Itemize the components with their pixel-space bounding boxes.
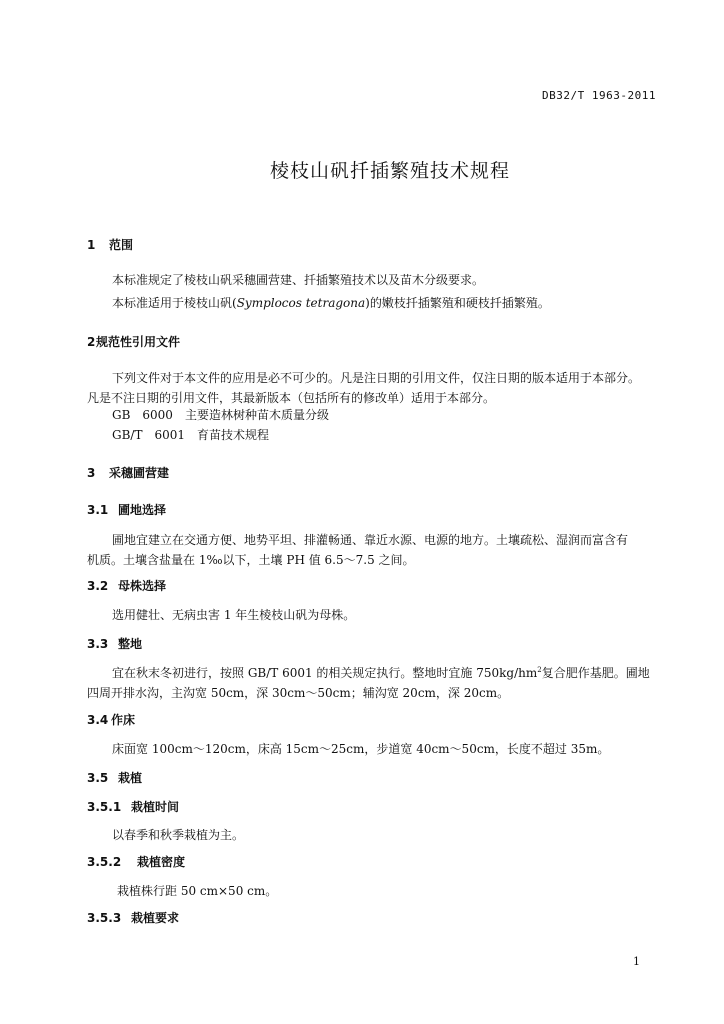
section-number: 3.5.1 [87, 800, 122, 814]
paragraph: 选用健壮、无病虫害 1 年生棱枝山矾为母株。 [112, 608, 356, 622]
paragraph-text: 复合肥作基肥。圃地 [541, 666, 650, 680]
subsection-3-5-1-heading [87, 798, 179, 815]
section-number: 3.2 [87, 579, 109, 593]
paragraph: 栽植株行距 50 cm×50 cm。 [117, 884, 278, 898]
section-title: 栽植 [118, 771, 143, 785]
paragraph: 凡是不注日期的引用文件，其最新版本（包括所有的修改单）适用于本部分。 [87, 391, 496, 405]
paragraph: 机质。土壤含盐量在 1‰以下，土壤 PH 值 6.5～7.5 之间。 [87, 553, 415, 567]
paragraph-text: 宜在秋末冬初进行，按照 GB/T 6001 的相关规定执行。整地时宜施 750kg/hm [112, 666, 538, 680]
subsection-3-5-2-heading [87, 853, 185, 870]
section-title: 整地 [118, 637, 143, 651]
latin-name: Symplocos tetragona [236, 296, 366, 310]
section-title: 圃地选择 [118, 503, 167, 517]
reference-item: GB 6000 主要造林树种苗木质量分级 [112, 408, 329, 422]
superscript: 2 [537, 666, 542, 674]
paragraph [112, 294, 550, 311]
section-number: 3.5.2 [87, 855, 122, 869]
section-title: 栽植时间 [131, 800, 180, 814]
section-number: 3.5.3 [87, 911, 122, 925]
section-title: 母株选择 [118, 579, 167, 593]
section-number: 1 [87, 238, 96, 252]
section-number: 2 [87, 335, 96, 349]
document-title: 棱枝山矾扦插繁殖技术规程 [269, 160, 510, 182]
paragraph [112, 664, 650, 681]
section-number: 3.3 [87, 637, 109, 651]
section-number: 3 [87, 466, 96, 480]
paragraph: 本标准规定了棱枝山矾采穗圃营建、扦插繁殖技术以及苗木分级要求。 [112, 273, 485, 287]
subsection-3-5-heading [87, 769, 142, 786]
paragraph-text: )的嫩枝扦插繁殖和硬枝扦插繁殖。 [365, 296, 550, 310]
section-2-heading [87, 333, 180, 350]
subsection-3-4-heading [87, 711, 135, 728]
section-1-heading [87, 236, 133, 253]
section-title: 栽植密度 [137, 855, 186, 869]
section-title: 范围 [109, 238, 134, 252]
section-number: 3.5 [87, 771, 109, 785]
section-title: 栽植要求 [131, 911, 180, 925]
page-number: 1 [633, 955, 640, 968]
section-title: 采穗圃营建 [109, 466, 170, 480]
paragraph-text: 本标准适用于棱枝山矾( [112, 296, 237, 310]
subsection-3-5-3-heading [87, 909, 179, 926]
document-code: DB32/T 1963-2011 [542, 89, 656, 102]
paragraph: 四周开排水沟，主沟宽 50cm，深 30cm～50cm；辅沟宽 20cm，深 20cm。 [87, 686, 510, 700]
section-title: 作床 [111, 713, 136, 727]
paragraph: 圃地宜建立在交通方便、地势平坦、排灌畅通、靠近水源、电源的地方。土壤疏松、湿润而富含有 [112, 533, 629, 547]
reference-item: GB/T 6001 育苗技术规程 [112, 428, 269, 442]
subsection-3-1-heading [87, 501, 166, 518]
section-number: 3.1 [87, 503, 109, 517]
subsection-3-2-heading [87, 577, 166, 594]
section-3-heading [87, 464, 169, 481]
section-number: 3.4 [87, 713, 109, 727]
section-title: 规范性引用文件 [96, 335, 181, 349]
paragraph: 以春季和秋季栽植为主。 [112, 828, 245, 842]
paragraph: 床面宽 100cm～120cm，床高 15cm～25cm，步道宽 40cm～50cm，长度不超过 35m。 [112, 742, 610, 756]
subsection-3-3-heading [87, 635, 142, 652]
paragraph: 下列文件对于本文件的应用是必不可少的。凡是注日期的引用文件，仅注日期的版本适用于本部分。 [112, 371, 641, 385]
